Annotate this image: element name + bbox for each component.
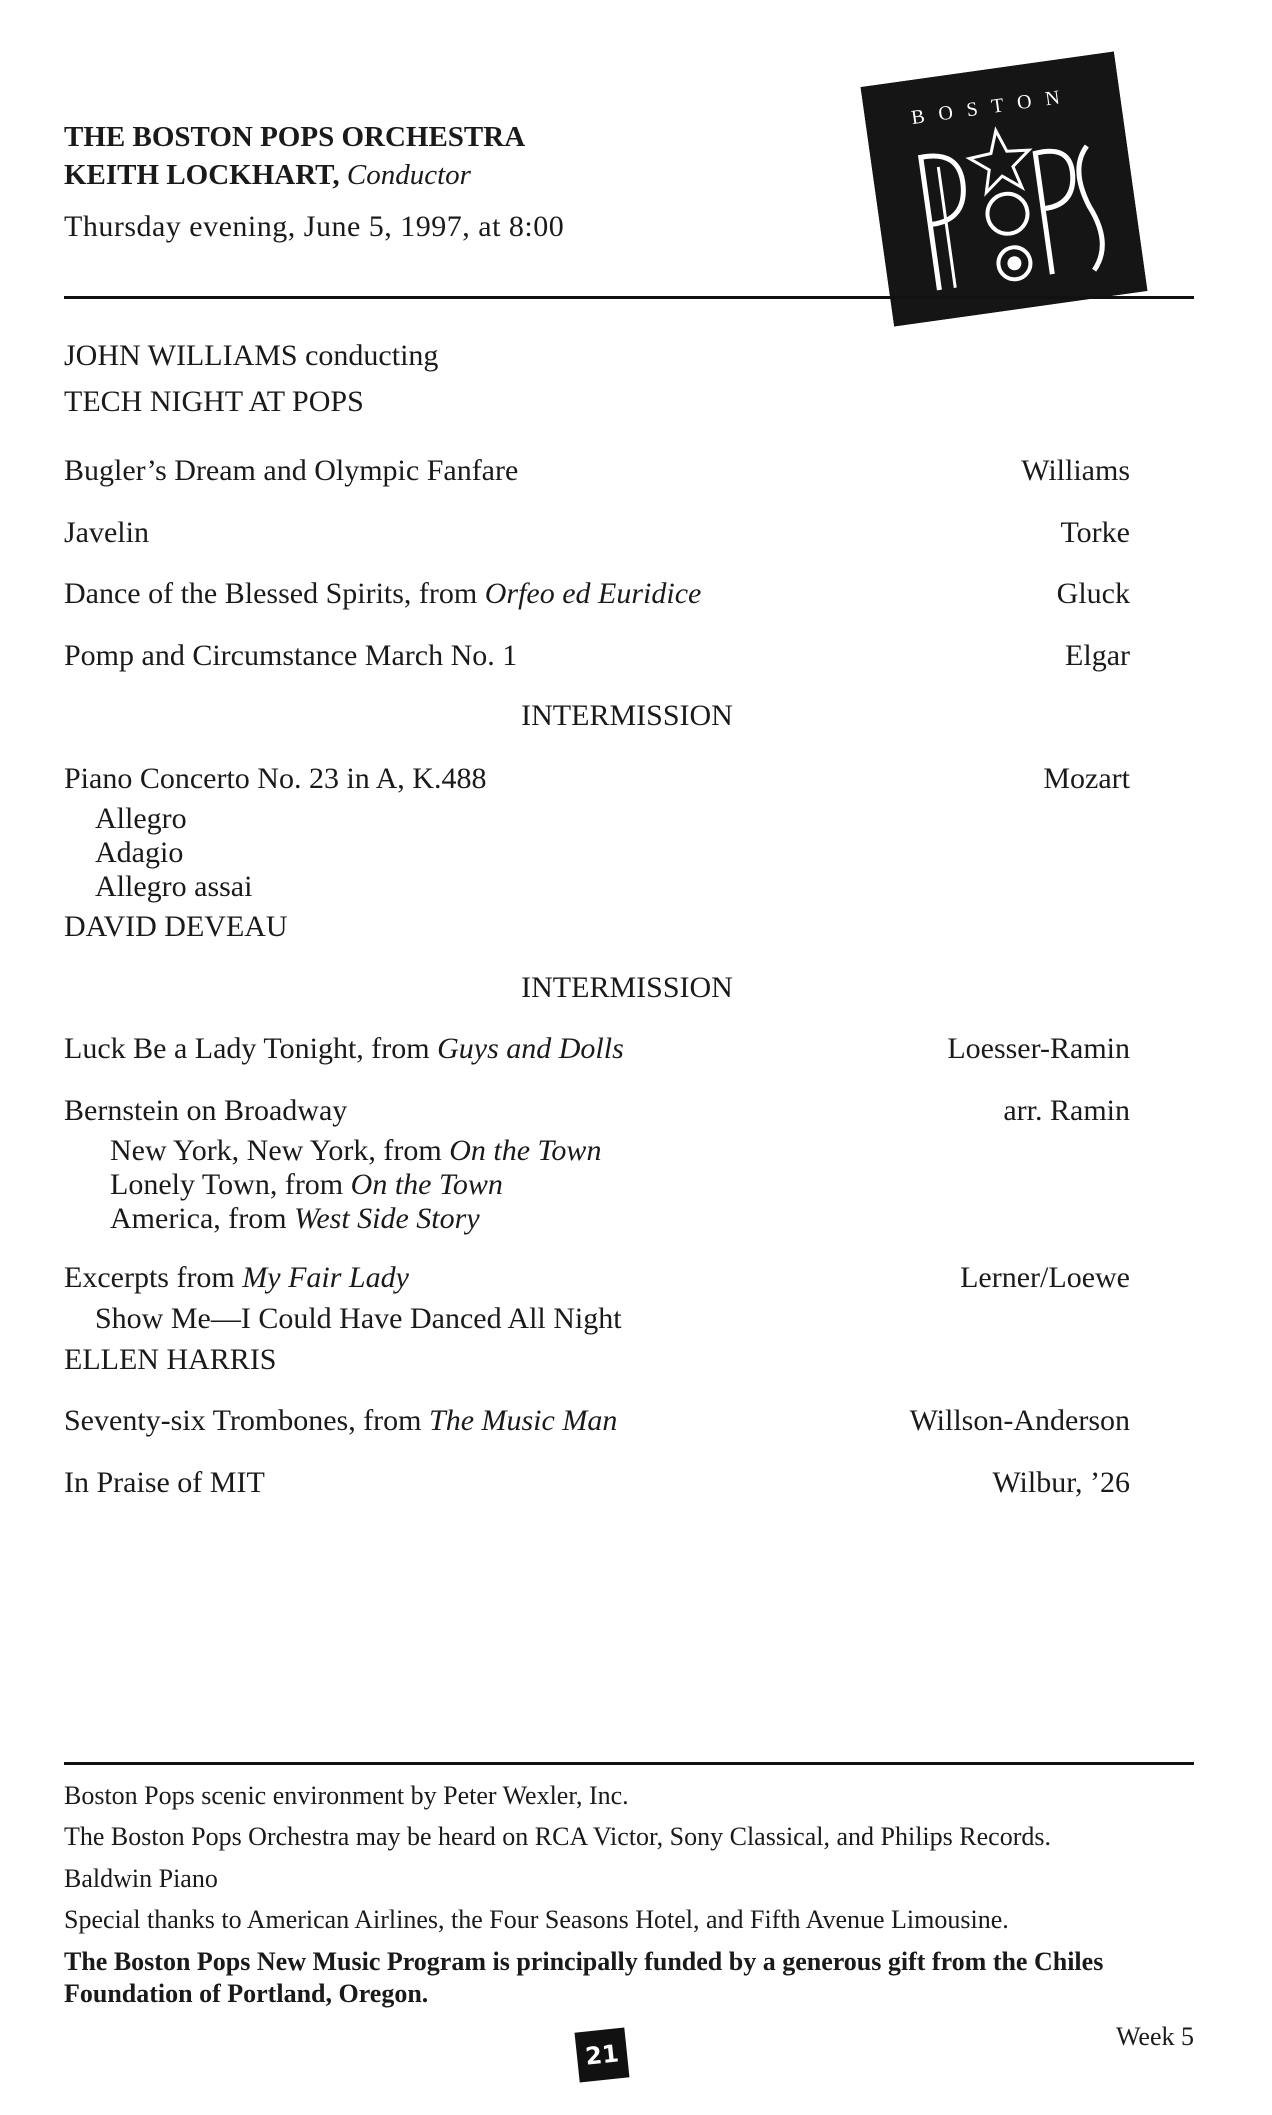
- intermission-label: INTERMISSION: [521, 971, 733, 1004]
- program-item-title: Seventy-six Trombones, from The Music Man: [64, 1404, 618, 1437]
- program-item-composer: Wilbur, ’26: [992, 1466, 1130, 1499]
- footer-note: The Boston Pops Orchestra may be heard on RCA Victor, Sony Classical, and Philips Records.: [64, 1822, 1051, 1851]
- program-item-composer: Loesser-Ramin: [947, 1032, 1130, 1065]
- program-item-composer: Torke: [1060, 516, 1130, 549]
- movement: Adagio: [95, 836, 184, 869]
- footer-note: Boston Pops scenic environment by Peter Wexler, Inc.: [64, 1781, 629, 1810]
- logo-top-text: BOSTON: [909, 84, 1076, 130]
- intro-conductor: JOHN WILLIAMS conducting: [64, 339, 439, 372]
- footer-note: Special thanks to American Airlines, the Four Seasons Hotel, and Fifth Avenue Limousine.: [64, 1905, 1009, 1934]
- movement: Allegro: [95, 802, 187, 835]
- movement: Allegro assai: [95, 870, 253, 903]
- program-item-title: Piano Concerto No. 23 in A, K.488: [64, 762, 487, 795]
- footer-note: Baldwin Piano: [64, 1864, 218, 1893]
- program-item-title: Javelin: [64, 516, 149, 549]
- footer-divider: [64, 1762, 1194, 1765]
- soloist: DAVID DEVEAU: [64, 910, 288, 943]
- funding-note: The Boston Pops New Music Program is principally funded by a generous gift from the Chiles Foundation of Portland, Oregon.: [64, 1947, 1104, 2008]
- program-item-title: Pomp and Circumstance March No. 1: [64, 639, 518, 672]
- song-item: Show Me—I Could Have Danced All Night: [95, 1302, 622, 1335]
- program-item-composer: arr. Ramin: [1003, 1094, 1130, 1127]
- program-item-composer: Elgar: [1065, 639, 1130, 672]
- program-item-composer: Gluck: [1056, 577, 1130, 610]
- program-item-title: Luck Be a Lady Tonight, from Guys and Dolls: [64, 1032, 624, 1065]
- song-item: Lonely Town, from On the Town: [110, 1168, 503, 1201]
- week-label: Week 5: [1115, 2022, 1194, 2051]
- conductor-line: [64, 156, 471, 194]
- program-item-composer: Willson-Anderson: [909, 1404, 1130, 1437]
- page-number: 21: [575, 2028, 630, 2083]
- program-item-composer: Mozart: [1043, 762, 1130, 795]
- conductor-role: Conductor: [346, 159, 471, 191]
- program-item-composer: Williams: [1021, 454, 1130, 487]
- concert-date: Thursday evening, June 5, 1997, at 8:00: [64, 210, 565, 243]
- intermission-label: INTERMISSION: [521, 699, 733, 732]
- program-item-composer: Lerner/Loewe: [960, 1261, 1130, 1294]
- program-item-title: Dance of the Blessed Spirits, from Orfeo ed Euridice: [64, 577, 702, 610]
- logo-graphic: [860, 51, 1147, 326]
- work-title-italic: My Fair Lady: [242, 1261, 409, 1294]
- program-item-title: Bernstein on Broadway: [64, 1094, 348, 1127]
- program-item-title: Bugler’s Dream and Olympic Fanfare: [64, 454, 519, 487]
- orchestra-title: THE BOSTON POPS ORCHESTRA: [64, 121, 526, 153]
- work-title-italic: The Music Man: [429, 1404, 618, 1437]
- boston-pops-logo: [860, 51, 1147, 326]
- header-divider: [64, 296, 1194, 299]
- soloist: ELLEN HARRIS: [64, 1343, 277, 1376]
- conductor-name: KEITH LOCKHART,: [64, 159, 340, 191]
- program-item-title: In Praise of MIT: [64, 1466, 265, 1499]
- song-item: America, from West Side Story: [110, 1202, 480, 1235]
- program-item-title: Excerpts from My Fair Lady: [64, 1261, 409, 1294]
- work-title-italic: Guys and Dolls: [437, 1032, 624, 1065]
- work-title-italic: Orfeo ed Euridice: [484, 577, 702, 610]
- intro-event: TECH NIGHT AT POPS: [64, 385, 364, 418]
- song-item: New York, New York, from On the Town: [110, 1134, 602, 1167]
